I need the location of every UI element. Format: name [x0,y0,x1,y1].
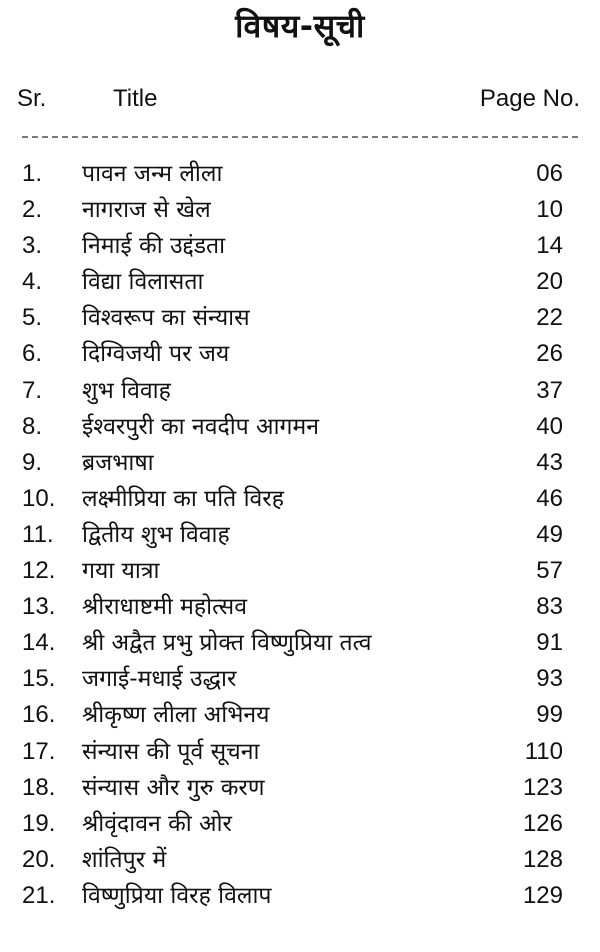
entry-serial-number: 3. [22,232,43,260]
contents-entry [0,842,600,878]
contents-entry [0,661,600,697]
entry-serial-number: 12. [22,557,56,585]
contents-entry [0,517,600,553]
contents-entry [0,192,600,228]
contents-entry [0,409,600,445]
entry-title: संन्यास और गुरु करण [82,774,265,801]
contents-entry [0,697,600,733]
entry-title: लक्ष्मीप्रिया का पति विरह [82,485,284,512]
entry-title: श्री अद्वैत प्रभु प्रोक्त विष्णुप्रिया तत्व [82,630,372,657]
entry-page-number: 110 [524,737,563,765]
contents-entry [0,589,600,625]
entry-page-number: 128 [522,845,563,873]
entry-title: ब्रजभाषा [82,449,154,476]
entry-title: शांतिपुर में [82,846,167,873]
entry-page-number: 126 [522,809,563,837]
entry-page-number: 129 [522,881,563,909]
contents-entry [0,553,600,589]
entry-serial-number: 9. [22,448,43,476]
entry-title: संन्यास की पूर्व सूचना [82,738,260,765]
entry-title: श्रीकृष्ण लीला अभिनय [82,702,270,729]
entry-title: दिग्विजयी पर जय [82,341,230,368]
entry-page-number: 93 [536,665,563,693]
entry-page-number: 14 [536,232,563,260]
entry-title: विश्वरूप का संन्यास [82,305,250,332]
entry-serial-number: 1. [22,160,43,187]
column-header-page: Page No. [479,85,580,112]
contents-entry [0,770,600,806]
contents-list [0,156,600,914]
entry-title: गया यात्रा [82,558,160,585]
entry-serial-number: 11. [22,520,54,548]
entry-title: विष्णुप्रिया विरह विलाप [82,882,272,909]
entry-serial-number: 2. [22,196,43,224]
entry-serial-number: 13. [22,593,56,621]
entry-page-number: 57 [536,557,563,585]
entry-serial-number: 10. [22,484,56,512]
entry-title: जगाई-मधाई उद्धार [82,666,237,693]
entry-serial-number: 19. [22,809,56,837]
entry-page-number: 99 [536,701,563,729]
entry-serial-number: 16. [22,701,56,729]
entry-serial-number: 6. [22,340,43,368]
page-title: विषय-सूची [235,7,365,45]
entry-title: विद्या विलासता [82,269,204,296]
column-header-sr: Sr. [17,85,47,112]
entry-serial-number: 20. [22,845,56,873]
entry-page-number: 43 [536,448,563,476]
entry-page-number: 37 [536,376,563,404]
entry-title: निमाई की उद्दंडता [82,233,226,260]
contents-entry [0,264,600,300]
contents-entry [0,806,600,842]
entry-serial-number: 4. [22,268,43,296]
entry-page-number: 123 [522,773,563,801]
entry-title: ईश्वरपुरी का नवदीप आगमन [82,413,320,440]
dashed-divider [22,136,578,138]
entry-page-number: 26 [536,340,563,368]
contents-entry [0,445,600,481]
contents-entry [0,481,600,517]
entry-page-number: 10 [536,196,563,224]
entry-page-number: 40 [536,412,563,440]
entry-serial-number: 18. [22,773,56,801]
column-header-row [0,82,600,116]
entry-serial-number: 17. [22,737,56,765]
entry-serial-number: 14. [22,629,56,657]
entry-page-number: 20 [536,268,563,296]
entry-serial-number: 5. [22,304,43,332]
entry-page-number: 83 [536,593,563,621]
contents-entry [0,878,600,914]
entry-serial-number: 8. [22,412,43,440]
entry-page-number: 22 [536,304,563,332]
contents-entry [0,156,600,192]
entry-serial-number: 21. [22,881,56,909]
entry-page-number: 46 [536,484,563,512]
entry-serial-number: 15. [22,665,56,693]
entry-title: श्रीवृंदावन की ओर [82,810,232,837]
contents-entry [0,734,600,770]
contents-entry [0,228,600,264]
entry-title: श्रीराधाष्टमी महोत्सव [82,594,247,621]
entry-serial-number: 7. [22,376,43,404]
contents-entry [0,336,600,372]
entry-page-number: 06 [536,160,563,187]
column-header-title: Title [113,85,158,112]
contents-entry [0,300,600,336]
entry-title: द्वितीय शुभ विवाह [82,521,230,548]
entry-page-number: 49 [536,520,563,548]
contents-entry [0,373,600,409]
entry-title: नागराज से खेल [82,197,211,224]
entry-page-number: 91 [536,629,563,657]
entry-title: पावन जन्म लीला [82,161,223,187]
entry-title: शुभ विवाह [82,377,171,404]
contents-entry [0,625,600,661]
